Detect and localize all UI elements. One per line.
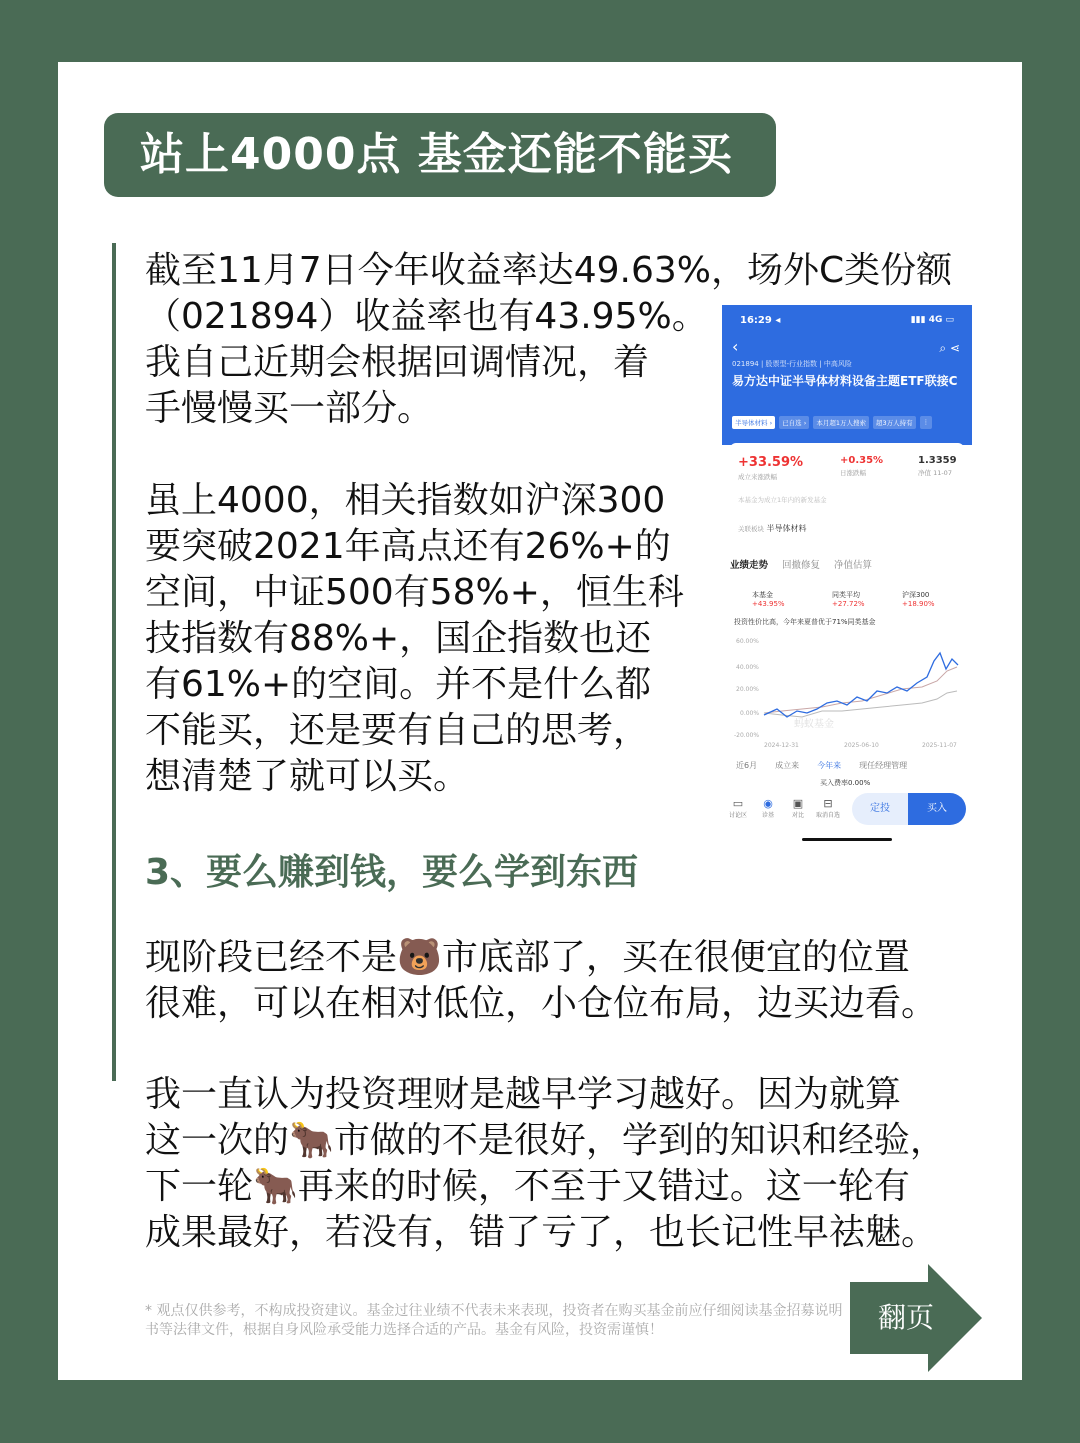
bottom-action-bar xyxy=(726,793,968,833)
fund-tags xyxy=(732,416,932,429)
range-selector xyxy=(736,760,907,771)
tag-watchlist[interactable]: 已自选 › xyxy=(779,416,809,429)
range-ytd[interactable]: 今年来 xyxy=(817,761,842,770)
x-tick: 2025-06-10 xyxy=(844,742,879,749)
compare-icon: ▣ xyxy=(792,797,804,810)
nav-label: 净值 11-07 xyxy=(918,469,952,477)
tag-search-count: 本月超1万人搜索 xyxy=(813,416,869,429)
compare-label: 对比 xyxy=(791,812,804,819)
purchase-fee: 买入费率0.00% xyxy=(820,779,871,787)
related-sector[interactable] xyxy=(738,523,807,534)
status-time: 16:29 ◂ xyxy=(740,315,781,326)
tab-drawdown[interactable]: 回撤修复 xyxy=(782,560,821,571)
page-title: 站上4000点 基金还能不能买 xyxy=(104,113,776,197)
tab-performance[interactable]: 业绩走势 xyxy=(730,560,769,571)
new-fund-note: 本基金为成立1年内的新发基金 xyxy=(738,496,827,504)
related-value: 半导体材料 xyxy=(766,524,807,533)
tab-nav-estimate[interactable]: 净值估算 xyxy=(834,560,873,571)
daily-change-label: 日涨跌幅 xyxy=(840,469,866,477)
fund-stats-card xyxy=(730,443,964,539)
diagnose-icon: ◉ xyxy=(763,797,773,810)
y-tick: 60.00% xyxy=(736,638,759,645)
legend-fund-name: 本基金 xyxy=(752,591,773,599)
performance-chart xyxy=(722,631,972,749)
fund-name: 易方达中证半导体材料设备主题ETF联接C xyxy=(732,374,958,388)
legend-peer-name: 同类平均 xyxy=(832,591,860,599)
buy-button[interactable]: 买入 xyxy=(908,793,966,825)
discussion-label: 讨论区 xyxy=(728,812,747,819)
discussion-button[interactable] xyxy=(726,797,750,819)
paragraph-market-position: 现阶段已经不是🐻市底部了，买在很便宜的位置 很难，可以在相对低位，小仓位布局，边买边看。 xyxy=(145,937,938,1024)
y-tick: 20.00% xyxy=(736,686,759,693)
app-screenshot xyxy=(722,305,972,843)
home-indicator xyxy=(802,838,892,841)
y-tick: 0.00% xyxy=(740,710,760,717)
paragraph-index-space: 虽上4000，相关指数如沪深300 要突破2021年高点还有26%+的 空间，中证500有58%+，恒生科 技指数有88%+，国企指数也还 有61%+的空间。并不是什么都 不能买，还是要有自己的思考， 想清楚了就可以买。 xyxy=(145,480,684,797)
search-share-icon[interactable]: ⌕ ⋖ xyxy=(939,341,960,355)
fund-line xyxy=(764,653,958,717)
daily-change: +0.35% xyxy=(840,455,884,466)
next-page-label[interactable]: 翻页 xyxy=(877,1301,934,1334)
legend-peer-value: +27.72% xyxy=(832,600,865,608)
paragraph-performance: 截至11月7日今年收益率达49.63%，场外C类份额 （021894）收益率也有43.95%。 我自己近期会根据回调情况，着 手慢慢买一部分。 xyxy=(145,250,953,429)
chart-tabs xyxy=(730,557,872,571)
unwatch-button[interactable] xyxy=(816,797,840,819)
legend-index-value: +18.90% xyxy=(902,600,935,608)
y-tick: 40.00% xyxy=(736,664,759,671)
unwatch-icon: ⊟ xyxy=(823,797,833,810)
since-inception-return: +33.59% xyxy=(738,455,804,470)
app-header xyxy=(722,305,972,445)
x-tick: 2024-12-31 xyxy=(764,742,799,749)
fund-subtitle: 021894 | 股票型-行业指数 | 中高风险 xyxy=(732,360,852,368)
legend-index-name: 沪深300 xyxy=(902,591,930,599)
y-tick: -20.00% xyxy=(734,732,760,739)
range-6m[interactable]: 近6月 xyxy=(736,761,758,770)
diagnose-label: 诊基 xyxy=(761,812,774,819)
range-inception[interactable]: 成立来 xyxy=(775,761,800,770)
diagnose-button[interactable] xyxy=(756,797,780,819)
section-heading: 3、要么赚到钱，要么学到东西 xyxy=(145,852,639,893)
range-manager[interactable]: 现任经理管理 xyxy=(859,761,908,770)
back-icon[interactable]: ‹ xyxy=(732,337,739,356)
x-tick: 2025-11-07 xyxy=(922,742,957,749)
chat-icon: ▭ xyxy=(732,797,744,810)
more-icon[interactable]: ⋮ xyxy=(920,416,933,429)
unwatch-label: 取消自选 xyxy=(816,812,841,819)
related-key: 关联板块 xyxy=(738,525,764,533)
tag-holders: 超3万人持有 xyxy=(873,416,916,429)
legend-fund-value: +43.95% xyxy=(752,600,785,608)
since-inception-label: 成立来涨跌幅 xyxy=(738,473,777,481)
nav-value: 1.3359 xyxy=(918,455,957,466)
tag-sector[interactable]: 半导体材料 › xyxy=(732,416,775,429)
signal-battery-icon: ▮▮▮ 4G ▭ xyxy=(910,315,954,325)
insight-bar: 投资性价比高，今年来夏普优于71%同类基金 xyxy=(734,618,876,626)
auto-invest-button[interactable]: 定投 xyxy=(852,793,908,825)
paragraph-learning: 我一直认为投资理财是越早学习越好。因为就算 这一次的🐂市做的不是很好，学到的知识和经验， 下一轮🐂再来的时候，不至于又错过。这一轮有 成果最好，若没有，错了亏了，也长记性早祛魅。 xyxy=(145,1074,946,1253)
watermark: 蚂蚁基金 xyxy=(794,719,834,730)
disclaimer: * 观点仅供参考，不构成投资建议。基金过往业绩不代表未来表现，投资者在购买基金前应仔细阅读基金招募说明书等法律文件，根据自身风险承受能力选择合适的产品。基金有风险，投资需谨慎！ xyxy=(145,1303,843,1338)
accent-bar xyxy=(112,243,116,1081)
compare-button[interactable] xyxy=(786,797,810,819)
